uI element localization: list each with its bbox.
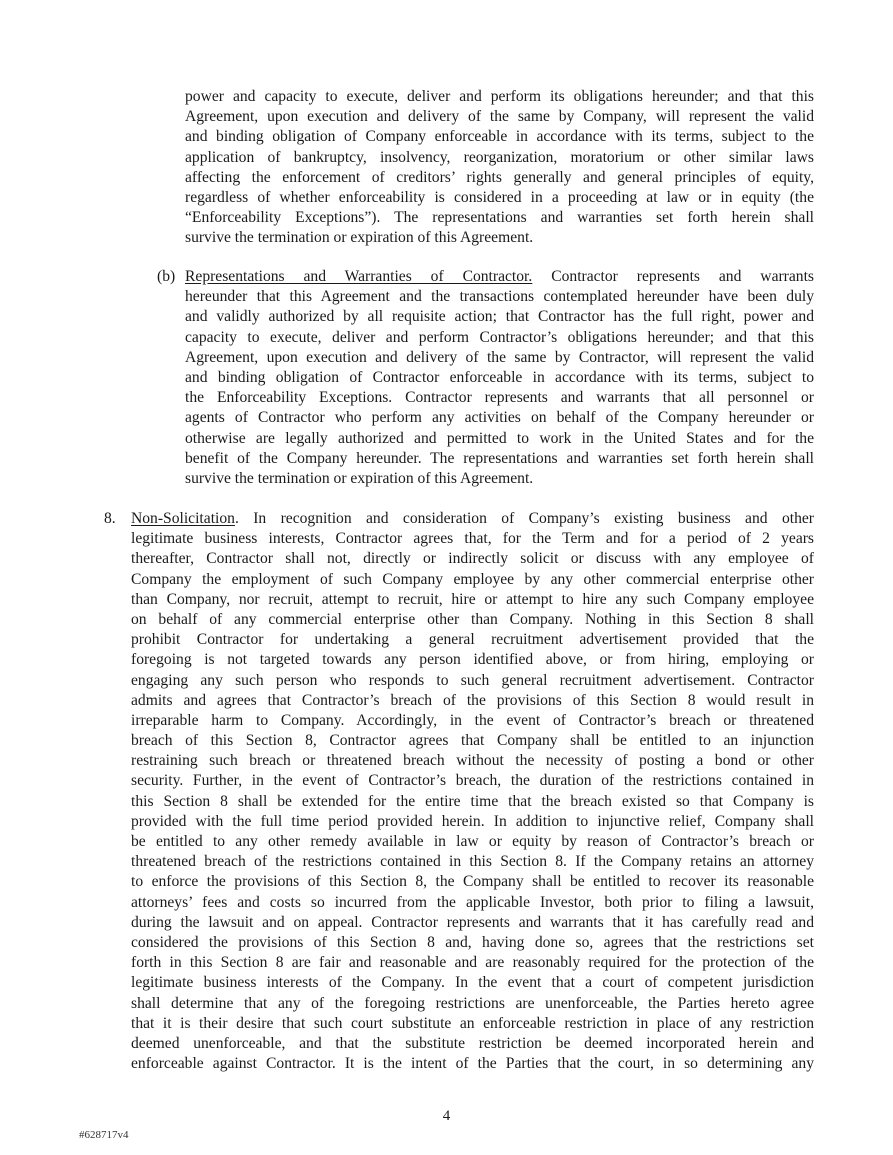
paragraph-line: forth in this Section 8 are fair and reasonable and are reasonably required for the protection of the [131,954,814,972]
paragraph-line: this Section 8 shall be extended for the entire time that the breach existed so that Company is [131,792,814,810]
paragraph-line: foregoing is not targeted towards any person identified above, or from hiring, employing or [131,651,814,669]
paragraph-line: Agreement, upon execution and delivery of the same by Company, will represent the valid [185,108,814,126]
paragraph-line: thereafter, Contractor shall not, directly or indirectly solicit or discuss with any employee of [131,550,814,568]
subsection-b-first-line-text: Contractor represents and warrants [532,268,814,285]
paragraph-line: agents of Contractor who perform any activities on behalf of the Company hereunder or [185,409,814,427]
paragraph-line: breach of this Section 8, Contractor agrees that Company shall be entitled to an injunction [131,732,814,750]
paragraph-line: and validly authorized by all requisite action; that Contractor has the full right, power and [185,308,814,326]
document-id: #628717v4 [79,1129,129,1141]
paragraph-line: during the lawsuit and on appeal. Contractor represents and warrants that it has carefully read and [131,913,814,931]
paragraph-line: to enforce the provisions of this Section 8, the Company shall be entitled to recover its reasonable [131,873,814,891]
paragraph-line: survive the termination or expiration of this Agreement. [185,229,534,247]
section-8-heading: Non-Solicitation [131,510,235,527]
paragraph-line: “Enforceability Exceptions”). The representations and warranties set forth herein shall [185,209,814,227]
paragraph-line: prohibit Contractor for undertaking a general recruitment advertisement provided that the [131,631,814,649]
subsection-b-first-line [185,267,814,287]
paragraph-line: application of bankruptcy, insolvency, reorganization, moratorium or other similar laws [185,148,814,166]
paragraph-line: survive the termination or expiration of this Agreement. [185,469,534,487]
paragraph-line: legitimate business interests, Contractor agrees that, for the Term and for a period of 2 years [131,530,814,548]
paragraph-line: restraining such breach or threatened breach without the necessity of posting a bond or other [131,752,814,770]
paragraph-line: that it is their desire that such court substitute an enforceable restriction in place of any restriction [131,1014,814,1032]
subsection-b-label: (b) [157,268,176,285]
paragraph-line: Company the employment of such Company employee by any other commercial enterprise other [131,570,814,588]
paragraph-line: irreparable harm to Company. Accordingly, in the event of Contractor’s breach or threatened [131,711,814,729]
paragraph-line: than Company, nor recruit, attempt to recruit, hire or attempt to hire any such Company employee [131,590,814,608]
paragraph-line: engaging any such person who responds to such general recruitment advertisement. Contractor [131,671,814,689]
paragraph-line: admits and agrees that Contractor’s breach of the provisions of this Section 8 would result in [131,691,814,709]
paragraph-line: on behalf of any commercial enterprise other than Company. Nothing in this Section 8 shall [131,610,814,628]
paragraph-line: legitimate business interests of the Company. In the event that a court of competent jurisdiction [131,974,814,992]
subsection-a-continuation [185,87,814,249]
paragraph-line: Agreement, upon execution and delivery of the same by Contractor, will represent the valid [185,348,814,366]
paragraph-line: deemed unenforceable, and that the substitute restriction be deemed incorporated herein and [131,1034,814,1052]
section-8-label: 8. [104,510,116,527]
paragraph-line: considered the provisions of this Section 8 and, having done so, agrees that the restrictions set [131,933,814,951]
page-number: 4 [442,1108,451,1124]
paragraph-line: the Enforceability Exceptions. Contractor represents and warrants that all personnel or [185,389,814,407]
paragraph-line: be entitled to any other remedy available in law or equity by reason of Contractor’s breach or [131,833,814,850]
paragraph-line: threatened breach of the restrictions contained in this Section 8. If the Company retains an attorney [131,853,814,871]
paragraph-line: hereunder that this Agreement and the transactions contemplated hereunder have been duly [185,288,814,306]
section-8 [131,509,814,1074]
paragraph-line: enforceable against Contractor. It is the intent of the Parties that the court, in so determining any [131,1055,814,1073]
paragraph-line: power and capacity to execute, deliver and perform its obligations hereunder; and that this [185,88,814,105]
paragraph-line: and binding obligation of Company enforceable in accordance with its terms, subject to the [185,128,814,146]
paragraph-line: security. Further, in the event of Contractor’s breach, the duration of the restrictions contained in [131,772,814,790]
paragraph-line: benefit of the Company hereunder. The representations and warranties set forth herein shall [185,449,814,467]
paragraph-line: and binding obligation of Contractor enforceable in accordance with its terms, subject to [185,368,814,386]
section-8-first-line-text: . In recognition and consideration of Company’s existing business and other [234,510,814,527]
section-8-first-line [131,509,814,529]
paragraph-line: capacity to execute, deliver and perform Contractor’s obligations hereunder; and that this [185,328,814,346]
paragraph-line: provided with the full time period provided herein. In addition to injunctive relief, Company shall [131,812,814,830]
subsection-b [185,267,814,489]
paragraph-line: otherwise are legally authorized and permitted to work in the United States and for the [185,429,814,447]
paragraph-line: attorneys’ fees and costs so incurred from the applicable Investor, both prior to filing a lawsuit, [131,893,814,911]
subsection-b-heading: Representations and Warranties of Contractor. [185,268,533,285]
paragraph-line: regardless of whether enforceability is considered in a proceeding at law or in equity (the [185,188,814,206]
paragraph-line: shall determine that any of the foregoing restrictions are unenforceable, the Parties hereto agree [131,994,814,1012]
paragraph-line: affecting the enforcement of creditors’ rights generally and general principles of equity, [185,168,814,186]
